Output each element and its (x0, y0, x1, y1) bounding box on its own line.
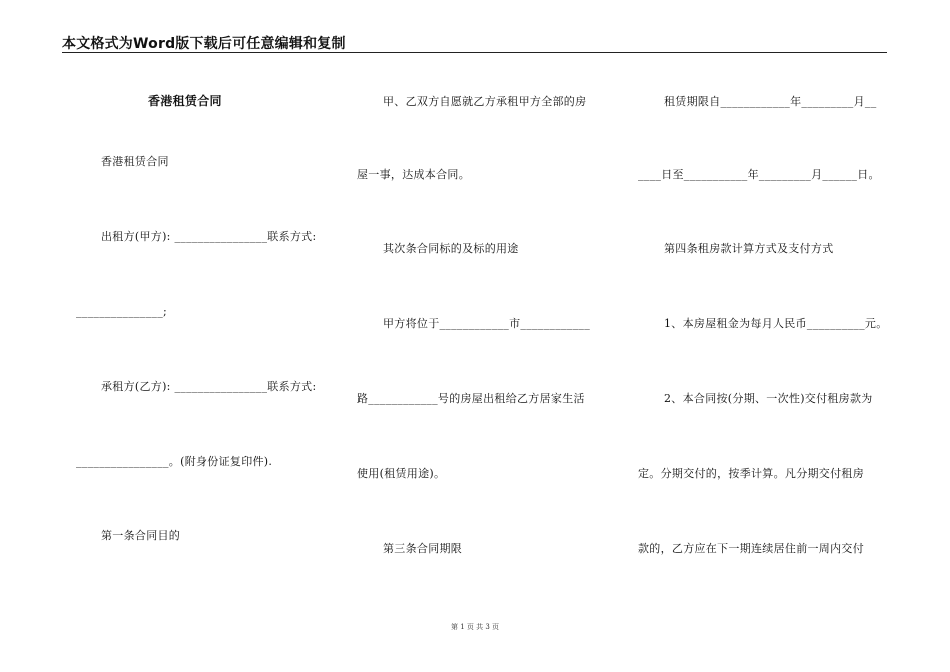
text-line: 款的，乙方应在下一期连续居住前一周内交付 (638, 542, 864, 555)
lessee-blank-line: ________________。(附身份证复印件). (76, 455, 273, 468)
text-line: 屋一事，达成本合同。 (357, 168, 470, 181)
section-heading: 其次条合同标的及标的用途 (383, 242, 519, 255)
document-title: 香港租赁合同 (148, 94, 222, 108)
lessor-blank-line: _______________; (76, 305, 168, 318)
text-line: 定。分期交付的，按季计算。凡分期交付租房 (638, 467, 864, 480)
text-line: 香港租赁合同 (101, 155, 169, 168)
text-line: 使用(租赁用途)。 (357, 467, 446, 480)
lessee-line: 承租方(乙方): ________________联系方式: (101, 380, 317, 393)
text-line: 租赁期限自____________年_________月__ (664, 95, 877, 108)
section-heading: 第三条合同期限 (383, 542, 463, 555)
text-line: 1、本房屋租金为每月人民币__________元。 (664, 317, 888, 330)
text-line: 甲、乙双方自愿就乙方承租甲方全部的房 (383, 95, 587, 108)
page-number: 第 1 页 共 3 页 (450, 623, 500, 631)
header-title: 本文格式为Word版下载后可任意编辑和复制 (62, 36, 346, 52)
lessor-line: 出租方(甲方): ________________联系方式: (101, 230, 317, 243)
text-line: 甲方将位于____________市____________ (383, 317, 590, 330)
section-heading: 第四条租房款计算方式及支付方式 (664, 242, 834, 255)
header-divider (62, 52, 887, 53)
text-line: 2、本合同按(分期、一次性)交付租房款为 (664, 392, 873, 405)
section-heading: 第一条合同目的 (101, 529, 181, 542)
text-line: 路____________号的房屋出租给乙方居家生活 (357, 392, 585, 405)
text-line: ____日至___________年_________月______日。 (638, 168, 880, 181)
